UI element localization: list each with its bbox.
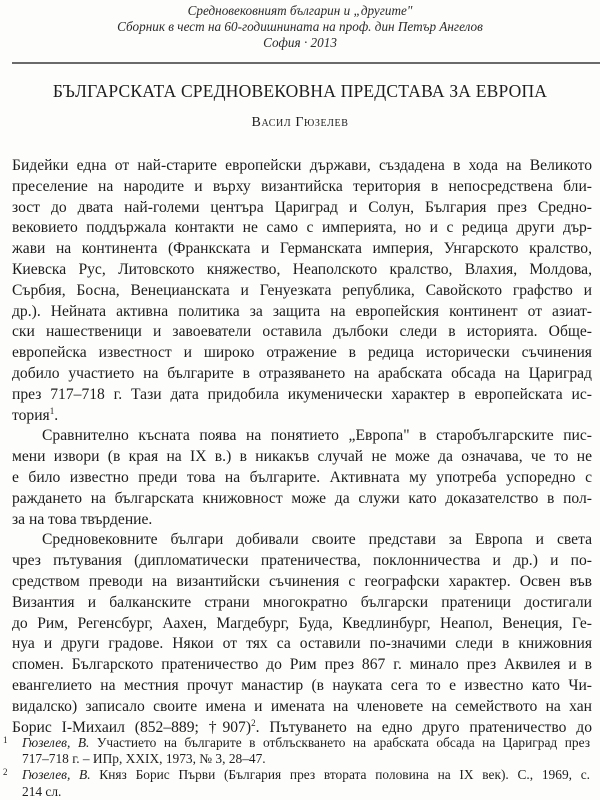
collection-subtitle: Сборник в чест на 60-годишнината на проф. дин Петър Ангелов <box>117 19 483 34</box>
footnote-line: 717–718 г. – ИПр, XXIX, 1973, № 3, 28–47. <box>22 751 266 767</box>
text-line: чрез пътувания (дипломатически пратеничества, поклонничества и др.) и по- <box>12 552 592 570</box>
text-line: вековието поддържала контакти не само с империята, но и с редица други дър- <box>12 219 592 237</box>
footnote-author: Гюзелев, В. <box>22 735 90 750</box>
header-rule-divider <box>12 62 600 64</box>
text-line: раждането на българската книжовност може да служи като доказателство в пол- <box>12 489 592 507</box>
text-line: до Рим, Регенсбург, Аахен, Магдебург, Буда, Кведлинбург, Неапол, Венеция, Ге- <box>12 614 592 632</box>
publication-place-year: София · 2013 <box>263 35 337 50</box>
footnote-number: 2 <box>3 767 8 778</box>
footnote-2 <box>0 767 590 799</box>
text-line: Сравнително късната поява на понятието „Европа" в старобългарските пис- <box>42 427 592 445</box>
text-line: видалско) записало своите имена и имената на членовете на семейството на хан <box>12 697 592 715</box>
text-line: Средновековните българи добивали своите представи за Европа и света <box>42 531 592 549</box>
text-line: през 717–718 г. Тази дата придобила икуменически характер в европейската ис- <box>12 385 592 403</box>
text-fragment: . Пътуването на едно друго пратеничество до <box>255 718 593 736</box>
text-line: Византия и балканските страни многократно български пратеници достигали <box>12 593 592 611</box>
text-line <box>12 406 592 427</box>
text-line: др.). Нейната активна политика за защита на европейския континент от азиат- <box>12 302 592 320</box>
paragraph-3 <box>12 530 592 738</box>
text-line: спомен. Българското пратеничество до Рим през 867 г. минало през Аквилея и в <box>12 656 592 674</box>
footnote-text: Участието на българите в отблъскването на арабската обсада на Цариград през <box>96 735 590 750</box>
text-line: зост до двата най-големи центъра Цариград и Солун, България през Средно- <box>12 198 592 216</box>
text-line: Киевска Рус, Литовското княжество, Неаполското кралство, Влахия, Молдова, <box>12 260 592 278</box>
collection-title: Средновековният българин и „другите" <box>187 3 413 18</box>
text-line: мени извори (в края на IX в.) в никакъв случай не може да означава, че то не <box>12 448 592 466</box>
article-title: БЪЛГАРСКАТА СРЕДНОВЕКОВНА ПРЕДСТАВА ЗА ЕВРОПА <box>52 81 548 101</box>
footnote-line <box>22 767 590 783</box>
footnote-reference-1[interactable]: 1 <box>49 405 55 416</box>
paragraph-2 <box>12 426 592 530</box>
text-line: Бидейки една от най-старите европейски държави, създадена в хода на Великото <box>12 157 592 174</box>
text-line: жави на континента (Франкската и Германската империя, Унгарското кралство, <box>12 240 592 258</box>
footnotes-section <box>0 735 600 800</box>
text-fragment: . <box>54 406 59 424</box>
text-line: е било известно преди това на българите. Активната му употреба успоредно с <box>12 468 592 486</box>
text-line: добило участието на българите в отразяването на арабската обсада на Цариград <box>12 364 592 382</box>
paragraph-1 <box>12 156 592 426</box>
footnote-reference-2[interactable]: 2 <box>251 717 256 728</box>
footnote-number: 1 <box>3 735 8 745</box>
text-fragment: Борис I-Михаил (852–889; †907) <box>12 718 252 736</box>
text-line: за на това твърдение. <box>12 510 153 528</box>
text-line: Сърбия, Босна, Венецианската и Генуезката република, Савойското графство и <box>12 281 592 299</box>
footnote-line <box>22 735 590 751</box>
text-line: средством преводи на византийски съчинения с географски характер. Освен във <box>12 572 592 590</box>
text-line: ски нашественици и завоеватели оставила дълбоки следи в историята. Обще- <box>12 323 592 341</box>
text-line: преселение на народите и върху византийска територия в непосредствена бли- <box>12 177 592 195</box>
article-author: Васил Гюзелев <box>251 115 349 130</box>
text-line: европейска известност и широко отражение в редица исторически съчинения <box>12 344 592 362</box>
running-head <box>0 3 600 51</box>
text-fragment: тория <box>12 406 50 424</box>
text-line: нуа и други градове. Някои от тях са оставили по-значими следи в книжовния <box>12 635 592 653</box>
footnote-line: 214 сл. <box>22 783 62 799</box>
footnote-1 <box>0 735 590 767</box>
footnote-text: Княз Борис Първи (България през втората половина на IX век). С., 1969, с. <box>99 767 590 783</box>
article-body <box>12 156 592 738</box>
footnote-author: Гюзелев, В. <box>22 767 91 783</box>
text-line: евангелието на местния прочут манастир (в науката сега то е известно като Чи- <box>12 676 592 694</box>
